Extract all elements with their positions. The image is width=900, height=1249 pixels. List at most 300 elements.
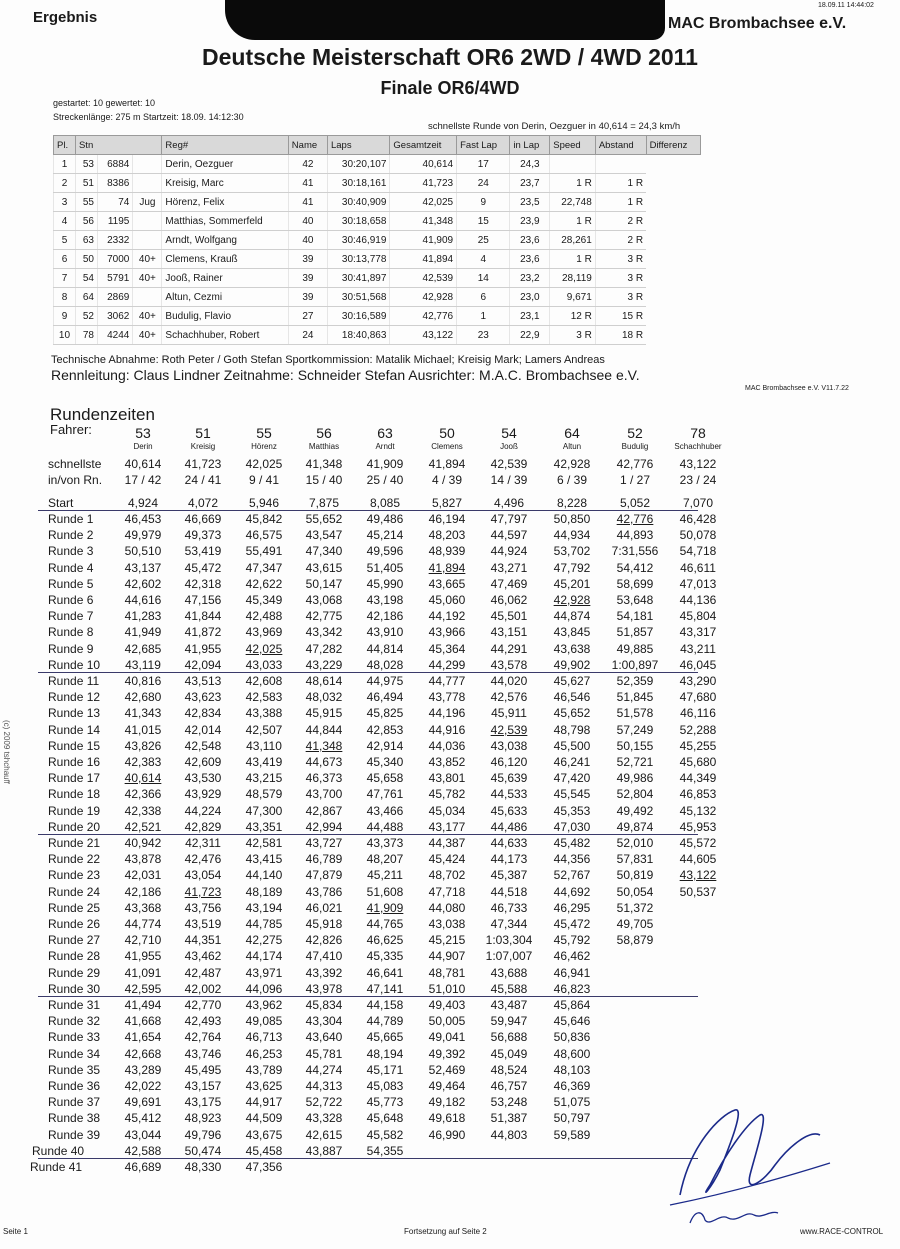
result-cell: 39 (288, 269, 327, 288)
lap-time-cell: 44,291 (490, 642, 528, 656)
round-label: Runde 32 (48, 1014, 101, 1028)
lap-time-cell: 50,836 (553, 1030, 591, 1044)
lap-time-cell: 46,241 (553, 755, 591, 769)
lap-time-cell: 47,340 (305, 544, 343, 558)
fastest-lap-cell: 42,928 (553, 457, 591, 471)
driver-name: Jooß (500, 442, 518, 451)
result-cell: 23,2 (510, 269, 550, 288)
lap-time-cell: 44,844 (305, 723, 343, 737)
lap-time-cell: 43,137 (124, 561, 162, 575)
lap-time-cell: 45,773 (366, 1095, 404, 1109)
lap-time-cell: 48,103 (553, 1063, 591, 1077)
lap-time-cell: 49,373 (184, 528, 222, 542)
lap-time-cell: 48,028 (366, 658, 404, 672)
lap-time-cell: 42,710 (124, 933, 162, 947)
inlap-cell: 23 / 24 (679, 473, 717, 487)
lap-time-cell: 48,203 (428, 528, 466, 542)
round-label: Runde 31 (48, 998, 101, 1012)
lap-time-cell: 41,015 (124, 723, 162, 737)
driver-number: 50 (439, 425, 455, 441)
lap-time-cell: 46,253 (245, 1047, 283, 1061)
lap-time-cell: 42,928 (553, 593, 591, 607)
lap-time-cell: 43,119 (125, 658, 161, 672)
lap-time-cell: 42,186 (366, 609, 404, 623)
lap-time-cell: 1:07,007 (485, 949, 533, 963)
lap-time-cell: 54,181 (616, 609, 654, 623)
lap-time-cell: 43,578 (490, 658, 528, 672)
driver-number: 53 (135, 425, 151, 441)
lap-time-cell: 49,182 (428, 1095, 466, 1109)
result-row (54, 174, 701, 193)
lap-time-cell: 45,582 (366, 1128, 404, 1142)
lap-time-cell: 44,387 (428, 836, 466, 850)
lap-time-cell: 43,688 (490, 966, 528, 980)
lap-time-cell: 46,669 (184, 512, 222, 526)
result-cell: 55 (75, 193, 97, 212)
round-label: Runde 33 (48, 1030, 101, 1044)
lap-time-cell: 42,539 (490, 723, 528, 737)
lap-time-cell: 54,412 (616, 561, 654, 575)
result-cell: 30:40,909 (327, 193, 389, 212)
driver-number: 52 (627, 425, 643, 441)
driver-number: 56 (316, 425, 332, 441)
lap-time-cell: 43,700 (305, 787, 343, 801)
result-cell: 23,1 (510, 307, 550, 326)
lap-time-cell: 48,923 (184, 1111, 222, 1125)
lap-time-cell: 47,156 (184, 593, 222, 607)
lap-time-cell: 48,194 (366, 1047, 404, 1061)
lap-time-cell: 48,798 (553, 723, 591, 737)
lap-time-cell: 43,215 (245, 771, 283, 785)
lap-time-cell: 45,132 (679, 804, 717, 818)
result-cell: 10 (54, 326, 76, 345)
lap-time-cell: 46,045 (679, 658, 717, 672)
result-cell: 24,3 (510, 155, 550, 174)
round-label: Runde 13 (48, 706, 101, 720)
fastest-row-label: schnellste (48, 457, 102, 471)
results-column-header[interactable]: Speed (550, 136, 596, 155)
results-column-header[interactable]: Pl. (54, 136, 76, 155)
result-cell (133, 231, 162, 250)
result-cell: 23,5 (510, 193, 550, 212)
round-divider (38, 996, 698, 997)
round-label: Runde 8 (48, 625, 94, 639)
round-label: Runde 34 (48, 1047, 101, 1061)
result-cell: 8 (54, 288, 76, 307)
lap-time-cell: 41,955 (184, 642, 222, 656)
lap-time-cell: 44,351 (184, 933, 222, 947)
lap-time-cell: 51,075 (553, 1095, 591, 1109)
fastest-lap-cell: 41,894 (428, 457, 466, 471)
results-column-header[interactable]: Name (288, 136, 327, 155)
document-subtitle: Finale OR6/4WD (380, 78, 520, 98)
lap-time-cell: 44,924 (490, 544, 528, 558)
lap-time-cell: 43,392 (305, 966, 343, 980)
lap-time-cell: 43,368 (124, 901, 162, 915)
lap-time-cell: 47,141 (366, 982, 404, 996)
result-cell: Jug (133, 193, 162, 212)
lap-time-cell: 43,271 (490, 561, 528, 575)
lap-time-cell: 45,680 (679, 755, 717, 769)
lap-time-cell: 41,949 (124, 625, 162, 639)
result-cell: Clemens, Krauß (162, 250, 288, 269)
lap-time-cell: 45,482 (553, 836, 591, 850)
lap-time-cell: 58,879 (616, 933, 654, 947)
lap-time-cell: 43,929 (184, 787, 222, 801)
lap-time-cell: 52,767 (553, 868, 591, 882)
lap-time-cell: 44,605 (679, 852, 717, 866)
result-row (54, 212, 701, 231)
lap-time-cell: 45,545 (553, 787, 591, 801)
result-cell: 42,928 (390, 288, 457, 307)
lap-time-cell: 42,853 (366, 723, 404, 737)
driver-name: Hörenz (251, 442, 277, 451)
results-column-header[interactable]: Reg# (162, 136, 288, 155)
result-cell: 41,348 (390, 212, 457, 231)
lap-time-cell: 43,304 (305, 1014, 343, 1028)
lap-time-cell: 41,909 (366, 901, 404, 915)
result-cell: 12 R (550, 307, 596, 326)
lap-time-cell: 45,792 (553, 933, 591, 947)
driver-name: Derin (133, 442, 153, 451)
club-name: MAC Brombachsee e.V. (668, 15, 847, 32)
lap-time-cell: 42,476 (184, 852, 222, 866)
lap-time-cell: 43,211 (680, 642, 716, 656)
lap-time-cell: 49,596 (366, 544, 404, 558)
lap-time-cell: 43,826 (124, 739, 162, 753)
result-cell: 1195 (97, 212, 132, 231)
result-cell: Kreisig, Marc (162, 174, 288, 193)
inlap-row-label: in/von Rn. (48, 473, 103, 487)
signature (650, 1085, 850, 1235)
round-label: Runde 21 (48, 836, 101, 850)
fastest-lap-cell: 41,723 (184, 457, 222, 471)
lap-time-cell: 46,373 (305, 771, 343, 785)
result-cell: 41,909 (390, 231, 457, 250)
result-cell: 42,025 (390, 193, 457, 212)
lap-time-cell: 45,825 (366, 706, 404, 720)
results-column-header[interactable]: Abstand (595, 136, 646, 155)
result-cell: 1 R (550, 174, 596, 193)
result-cell: 42,539 (390, 269, 457, 288)
lap-time-cell: 49,885 (616, 642, 654, 656)
lap-time-cell: 48,781 (428, 966, 466, 980)
result-cell: 23,6 (510, 250, 550, 269)
lap-time-cell: 42,576 (490, 690, 528, 704)
lap-time-cell: 43,342 (305, 625, 343, 639)
lap-time-cell: 43,328 (305, 1111, 343, 1125)
start-cell: 7,070 (682, 496, 714, 510)
round-label: Runde 9 (48, 642, 94, 656)
lap-time-cell: 43,962 (245, 998, 283, 1012)
result-cell: 41,723 (390, 174, 457, 193)
result-cell: 1 (54, 155, 76, 174)
lap-time-cell: 48,189 (245, 885, 283, 899)
fastest-lap-cell: 41,909 (366, 457, 404, 471)
driver-name: Kreisig (190, 442, 216, 451)
lap-time-cell: 43,665 (428, 577, 466, 591)
lap-time-cell: 44,893 (616, 528, 654, 542)
lap-time-cell: 42,776 (616, 512, 654, 526)
lap-time-cell: 45,034 (428, 804, 466, 818)
lap-time-cell: 42,668 (124, 1047, 162, 1061)
lap-time-cell: 50,005 (428, 1014, 466, 1028)
result-cell: 40,614 (390, 155, 457, 174)
result-cell: 50 (75, 250, 97, 269)
result-cell: 30:20,107 (327, 155, 389, 174)
result-cell: 23,0 (510, 288, 550, 307)
lap-time-cell: 45,648 (366, 1111, 404, 1125)
result-cell: 14 (457, 269, 510, 288)
result-cell: 43,122 (390, 326, 457, 345)
lap-time-cell: 51,010 (428, 982, 466, 996)
result-cell: 6884 (97, 155, 132, 174)
lap-time-cell: 45,335 (366, 949, 404, 963)
lap-time-cell: 45,781 (305, 1047, 343, 1061)
inlap-cell: 17 / 42 (124, 473, 162, 487)
result-row (54, 155, 701, 174)
round-label: Runde 29 (48, 966, 101, 980)
lap-time-cell: 42,383 (124, 755, 162, 769)
lap-time-cell: 58,699 (616, 577, 654, 591)
lap-time-cell: 43,157 (184, 1079, 222, 1093)
lap-time-cell: 50,510 (124, 544, 162, 558)
result-cell: 24 (457, 174, 510, 193)
lap-time-cell: 44,274 (305, 1063, 343, 1077)
lap-time-cell: 44,934 (553, 528, 591, 542)
result-cell: 22,748 (550, 193, 596, 212)
lap-time-cell: 52,804 (616, 787, 654, 801)
results-column-header[interactable]: Stn (75, 136, 161, 155)
lap-time-cell: 45,083 (366, 1079, 404, 1093)
lap-time-cell: 47,792 (553, 561, 591, 575)
lap-time-cell: 41,723 (184, 885, 222, 899)
lap-time-cell: 43,530 (184, 771, 222, 785)
result-cell: 28,119 (550, 269, 596, 288)
lap-time-cell: 46,689 (124, 1160, 162, 1174)
result-cell: 30:18,161 (327, 174, 389, 193)
result-cell: 27 (288, 307, 327, 326)
result-cell: 9,671 (550, 288, 596, 307)
lap-time-cell: 46,453 (124, 512, 162, 526)
round-label: Runde 39 (48, 1128, 101, 1142)
lap-time-cell: 43,519 (184, 917, 222, 931)
driver-number: 51 (195, 425, 211, 441)
track-info: Streckenlänge: 275 m Startzeit: 18.09. 14:12:30 (53, 112, 244, 122)
results-table (53, 135, 701, 345)
lap-time-cell: 46,120 (490, 755, 528, 769)
lap-time-cell: 49,691 (124, 1095, 162, 1109)
web-address: www.RACE-CONTROL (800, 1227, 884, 1236)
lap-time-cell: 45,211 (367, 868, 403, 882)
lap-time-cell: 44,299 (428, 658, 466, 672)
lap-time-cell: 44,616 (124, 593, 162, 607)
lap-time-cell: 46,625 (366, 933, 404, 947)
lap-time-cell: 46,713 (245, 1030, 283, 1044)
lap-time-cell: 50,054 (616, 885, 654, 899)
lap-time-cell: 42,583 (245, 690, 283, 704)
result-cell: Derin, Oezguer (162, 155, 288, 174)
lap-time-cell: 47,680 (679, 690, 717, 704)
lap-time-cell: 46,546 (553, 690, 591, 704)
round-label: Runde 36 (48, 1079, 101, 1093)
lap-time-cell: 42,014 (184, 723, 222, 737)
lap-time-cell: 49,986 (616, 771, 654, 785)
result-cell (133, 288, 162, 307)
lap-time-cell: 42,311 (185, 836, 221, 850)
lap-time-cell: 50,537 (679, 885, 717, 899)
results-column-header[interactable]: Gesamtzeit (390, 136, 457, 155)
lap-time-cell: 48,600 (553, 1047, 591, 1061)
lap-time-cell: 43,852 (428, 755, 466, 769)
lap-time-cell: 46,941 (553, 966, 591, 980)
lap-time-cell: 49,874 (616, 820, 654, 834)
lap-time-cell: 44,533 (490, 787, 528, 801)
lap-time-cell: 43,801 (428, 771, 466, 785)
continued-note: Fortsetzung auf Seite 2 (404, 1227, 487, 1236)
lap-time-cell: 51,405 (366, 561, 404, 575)
lap-time-cell: 53,248 (490, 1095, 528, 1109)
lap-time-cell: 41,654 (124, 1030, 162, 1044)
lap-time-cell: 43,290 (679, 674, 717, 688)
start-cell: 7,875 (308, 496, 340, 510)
round-label: Runde 5 (48, 577, 94, 591)
lap-time-cell: 53,702 (553, 544, 591, 558)
lap-time-cell: 46,021 (305, 901, 343, 915)
lap-time-cell: 42,680 (124, 690, 162, 704)
result-cell: Schachhuber, Robert (162, 326, 288, 345)
result-cell: 23 (457, 326, 510, 345)
lap-time-cell: 45,215 (428, 933, 466, 947)
result-cell: Hörenz, Felix (162, 193, 288, 212)
lap-time-cell: 52,359 (616, 674, 654, 688)
lap-time-cell: 42,487 (184, 966, 222, 980)
lap-time-cell: 44,313 (305, 1079, 343, 1093)
results-column-header[interactable]: in Lap (510, 136, 550, 155)
start-row-label: Start (48, 496, 74, 510)
lap-time-cell: 43,910 (366, 625, 404, 639)
lap-time-cell: 50,797 (553, 1111, 591, 1125)
lap-time-cell: 47,344 (490, 917, 528, 931)
lap-time-cell: 51,387 (490, 1111, 528, 1125)
round-label: Runde 14 (48, 723, 101, 737)
lap-time-cell: 43,068 (305, 593, 343, 607)
lap-time-cell: 45,782 (428, 787, 466, 801)
driver-number: 78 (690, 425, 706, 441)
inlap-cell: 25 / 40 (366, 473, 404, 487)
lap-time-cell: 44,907 (428, 949, 466, 963)
lap-time-cell: 45,639 (490, 771, 528, 785)
result-cell: 54 (75, 269, 97, 288)
lap-time-cell: 46,062 (490, 593, 528, 607)
fastest-lap-note: schnellste Runde von Derin, Oezguer in 40,614 = 24,3 km/h (428, 121, 681, 132)
result-cell: 18 R (595, 326, 646, 345)
result-cell: 30:41,897 (327, 269, 389, 288)
lap-time-cell: 55,491 (245, 544, 283, 558)
result-cell: 41 (288, 193, 327, 212)
lap-time-cell: 45,834 (305, 998, 343, 1012)
document-title: Deutsche Meisterschaft OR6 2WD / 4WD 2011 (202, 44, 698, 70)
fastest-lap-cell: 42,776 (616, 457, 654, 471)
result-cell: 23,6 (510, 231, 550, 250)
results-column-header[interactable]: Laps (327, 136, 389, 155)
result-row (54, 326, 701, 345)
round-label: Runde 41 (30, 1160, 83, 1174)
result-cell: 52 (75, 307, 97, 326)
lap-time-cell: 44,774 (124, 917, 162, 931)
round-label: Runde 17 (48, 771, 101, 785)
lap-time-cell: 45,572 (679, 836, 717, 850)
side-copyright: (c) 2009 tshchauff (2, 720, 11, 784)
result-cell: 78 (75, 326, 97, 345)
lap-time-cell: 42,994 (305, 820, 343, 834)
result-cell: 40+ (133, 269, 162, 288)
start-cell: 4,924 (127, 496, 159, 510)
result-cell: 2 (54, 174, 76, 193)
round-label: Runde 2 (48, 528, 94, 542)
lap-time-cell: 42,867 (305, 804, 343, 818)
lap-time-cell: 49,902 (553, 658, 591, 672)
lap-time-cell: 49,705 (616, 917, 654, 931)
result-cell: 40 (288, 231, 327, 250)
result-cell: 63 (75, 231, 97, 250)
lap-time-cell: 41,894 (428, 561, 466, 575)
result-cell: 3 R (595, 250, 646, 269)
lap-time-cell: 45,214 (366, 528, 404, 542)
result-cell: 28,261 (550, 231, 596, 250)
lap-time-cell: 46,494 (366, 690, 404, 704)
round-label: Runde 16 (48, 755, 101, 769)
lap-time-cell: 47,282 (305, 642, 343, 656)
lap-time-cell: 44,975 (366, 674, 404, 688)
lap-time-cell: 47,718 (428, 885, 466, 899)
lap-time-cell: 45,353 (553, 804, 591, 818)
lap-time-cell: 41,955 (124, 949, 162, 963)
result-cell: 53 (75, 155, 97, 174)
result-row (54, 307, 701, 326)
result-cell: 56 (75, 212, 97, 231)
result-label: Ergebnis (33, 9, 98, 26)
lap-time-cell: 44,096 (245, 982, 283, 996)
lap-time-cell: 43,878 (124, 852, 162, 866)
result-cell: 3 R (595, 269, 646, 288)
lap-time-cell: 45,049 (490, 1047, 528, 1061)
lap-time-cell: 42,581 (245, 836, 283, 850)
result-cell: 30:18,658 (327, 212, 389, 231)
lap-time-cell: 47,761 (366, 787, 404, 801)
lap-time-cell: 44,080 (428, 901, 466, 915)
result-cell: Arndt, Wolfgang (162, 231, 288, 250)
lap-time-cell: 43,789 (245, 1063, 283, 1077)
result-cell (133, 174, 162, 193)
results-column-header[interactable]: Differenz (646, 136, 700, 155)
lap-time-cell: 44,224 (184, 804, 222, 818)
lap-time-cell: 44,158 (366, 998, 404, 1012)
lap-time-cell: 44,765 (366, 917, 404, 931)
lap-time-cell: 49,041 (428, 1030, 466, 1044)
results-column-header[interactable]: Fast Lap (457, 136, 510, 155)
round-label: Runde 3 (48, 544, 94, 558)
lap-time-cell: 43,638 (553, 642, 591, 656)
lap-time-cell: 43,727 (305, 836, 343, 850)
result-cell: 30:13,778 (327, 250, 389, 269)
start-divider (38, 510, 698, 511)
driver-number: 64 (564, 425, 580, 441)
lap-time-cell: 52,722 (305, 1095, 343, 1109)
result-cell: 39 (288, 288, 327, 307)
result-cell: 5791 (97, 269, 132, 288)
result-row (54, 269, 701, 288)
